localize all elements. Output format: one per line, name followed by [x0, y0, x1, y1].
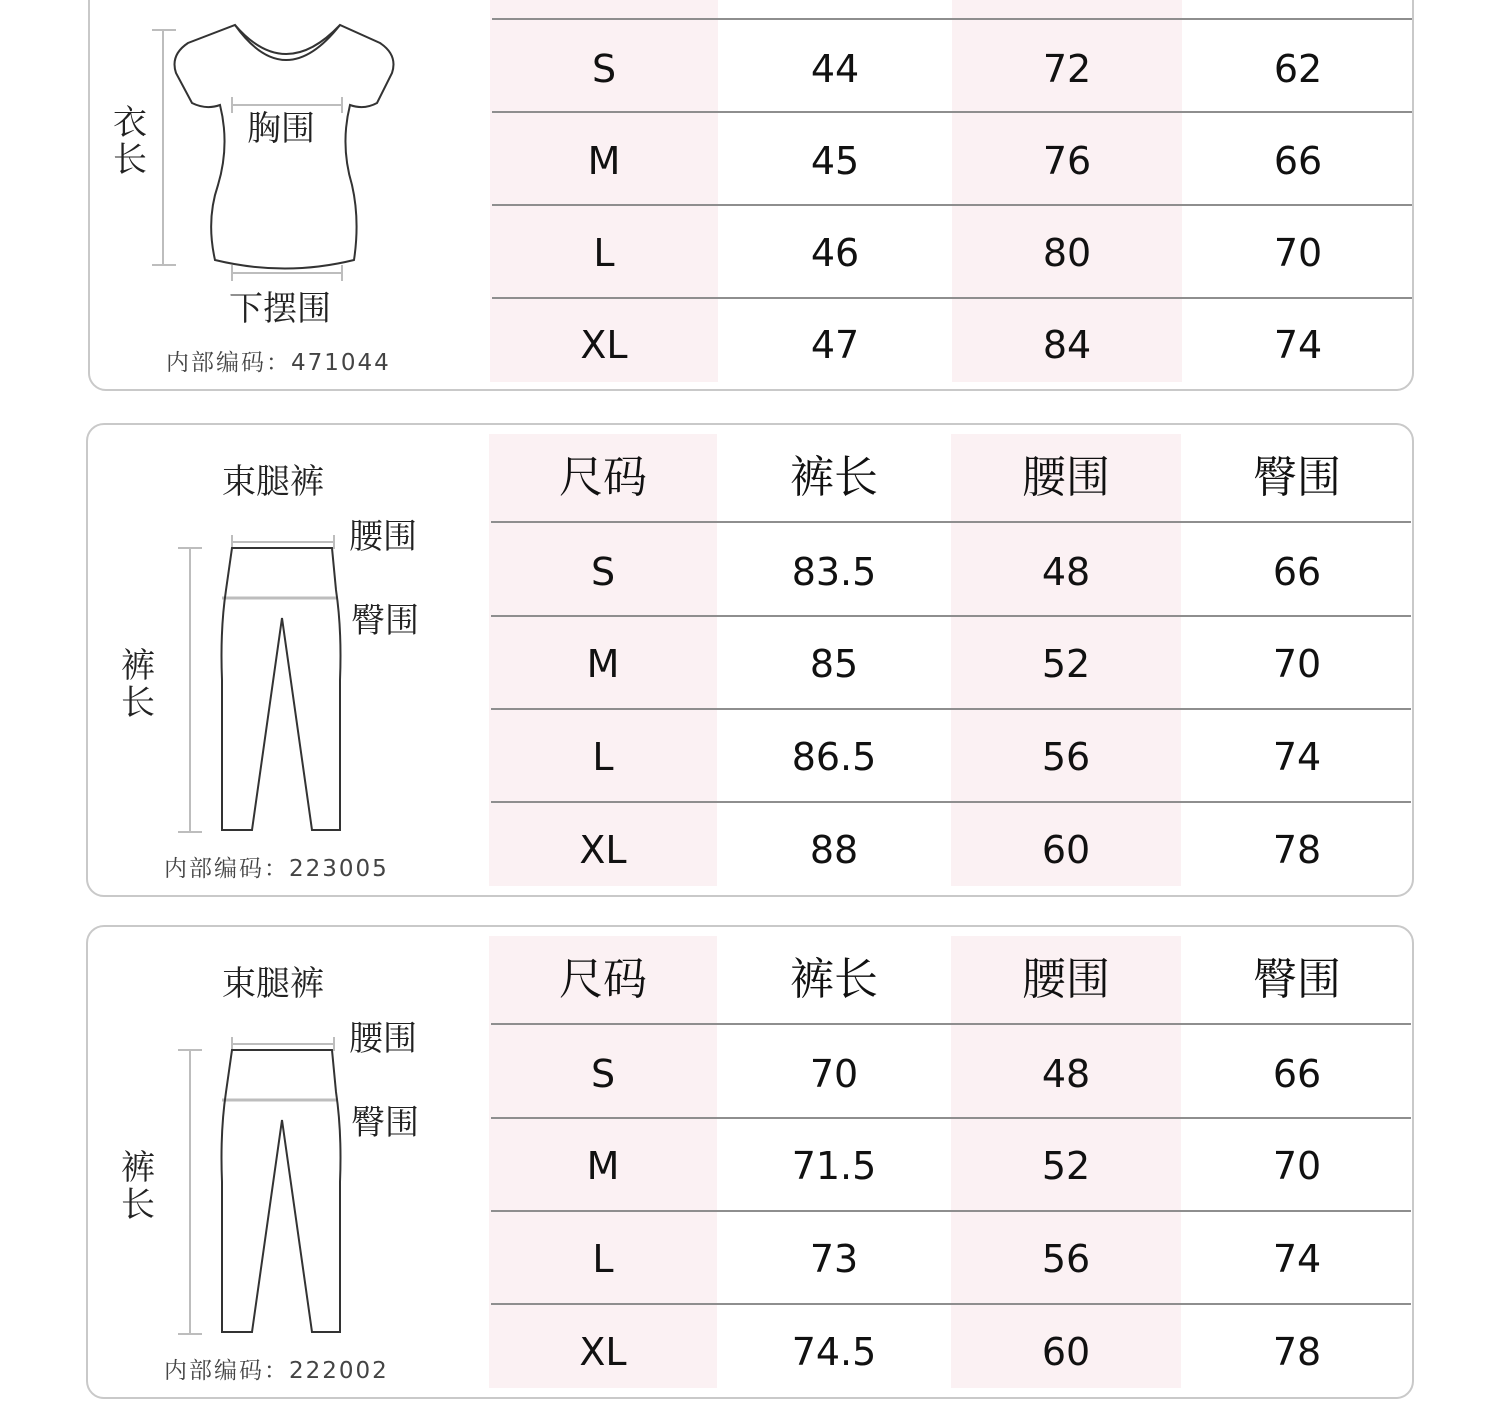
garment-title: 束腿裤 [222, 462, 324, 502]
value-cell: 74 [1273, 323, 1323, 367]
size-cell: S [590, 550, 616, 594]
table-rule [492, 18, 1412, 20]
value-cell: 66 [1272, 1052, 1322, 1096]
value-cell: 70 [1273, 231, 1323, 275]
value-cell: 88 [809, 828, 859, 872]
length-label: 衣长 [113, 103, 147, 181]
table-rule [492, 204, 1412, 206]
code-label: 内部编码： [166, 350, 291, 376]
value-cell: 86.5 [791, 735, 877, 779]
size-cell: XL [579, 1330, 627, 1374]
value-cell: 83.5 [791, 550, 877, 594]
internal-code [164, 850, 389, 883]
value-cell: 47 [810, 323, 860, 367]
size-cell: M [587, 139, 621, 183]
value-cell: 70 [1272, 642, 1322, 686]
value-cell: 74.5 [791, 1330, 877, 1374]
header-length: 裤长 [790, 954, 878, 1005]
value-cell: 52 [1041, 642, 1091, 686]
size-cell: M [586, 1144, 620, 1188]
size-cell: L [592, 735, 614, 779]
header-waist: 腰围 [1022, 954, 1110, 1005]
value-cell: 45 [810, 139, 860, 183]
table-rule [491, 615, 1411, 617]
header-hip: 臀围 [1253, 954, 1341, 1005]
size-cell: S [590, 1052, 616, 1096]
table-rule [491, 1023, 1411, 1025]
value-cell: 74 [1272, 735, 1322, 779]
value-cell: 60 [1041, 828, 1091, 872]
table-rule [492, 297, 1412, 299]
value-cell: 44 [810, 47, 860, 91]
garment-title: 束腿裤 [222, 964, 324, 1004]
header-length: 裤长 [790, 452, 878, 503]
code-value: 223005 [289, 856, 389, 882]
table-rule [491, 1303, 1411, 1305]
size-cell: S [591, 47, 617, 91]
code-value: 471044 [291, 350, 391, 376]
value-cell: 46 [810, 231, 860, 275]
value-cell: 70 [1272, 1144, 1322, 1188]
size-cell: XL [580, 323, 628, 367]
length-label: 裤长 [121, 646, 155, 724]
header-hip: 臀围 [1253, 452, 1341, 503]
value-cell: 78 [1272, 1330, 1322, 1374]
hem-label: 下摆围 [229, 289, 331, 329]
size-cell: L [592, 1237, 614, 1281]
value-cell: 72 [1042, 47, 1092, 91]
value-cell: 80 [1042, 231, 1092, 275]
tshirt-outline-icon [140, 15, 420, 285]
internal-code [166, 344, 391, 377]
hip-label: 臀围 [351, 1103, 419, 1143]
table-rule [491, 801, 1411, 803]
value-cell: 73 [809, 1237, 859, 1281]
size-cell: M [586, 642, 620, 686]
table-rule [491, 521, 1411, 523]
table-rule [491, 1117, 1411, 1119]
value-cell: 70 [809, 1052, 859, 1096]
value-cell: 66 [1273, 139, 1323, 183]
pants-outline-icon [170, 530, 350, 840]
header-size: 尺码 [559, 954, 647, 1005]
header-size: 尺码 [559, 452, 647, 503]
header-waist: 腰围 [1022, 452, 1110, 503]
value-cell: 60 [1041, 1330, 1091, 1374]
value-cell: 74 [1272, 1237, 1322, 1281]
code-label: 内部编码： [164, 856, 289, 882]
value-cell: 48 [1041, 550, 1091, 594]
value-cell: 76 [1042, 139, 1092, 183]
table-rule [491, 708, 1411, 710]
table-rule [492, 111, 1412, 113]
table-rule [491, 1210, 1411, 1212]
value-cell: 85 [809, 642, 859, 686]
value-cell: 71.5 [791, 1144, 877, 1188]
value-cell: 48 [1041, 1052, 1091, 1096]
hip-label: 臀围 [351, 601, 419, 641]
value-cell: 84 [1042, 323, 1092, 367]
length-label: 裤长 [121, 1148, 155, 1226]
size-cell: L [593, 231, 615, 275]
waist-label: 腰围 [349, 1019, 417, 1059]
value-cell: 56 [1041, 735, 1091, 779]
size-cell: XL [579, 828, 627, 872]
value-cell: 56 [1041, 1237, 1091, 1281]
value-cell: 62 [1273, 47, 1323, 91]
waist-label: 腰围 [349, 517, 417, 557]
value-cell: 52 [1041, 1144, 1091, 1188]
code-label: 内部编码： [164, 1358, 289, 1384]
value-cell: 78 [1272, 828, 1322, 872]
value-cell: 66 [1272, 550, 1322, 594]
code-value: 222002 [289, 1358, 389, 1384]
pants-outline-icon [170, 1032, 350, 1342]
bust-label: 胸围 [247, 109, 315, 149]
internal-code [164, 1352, 389, 1385]
